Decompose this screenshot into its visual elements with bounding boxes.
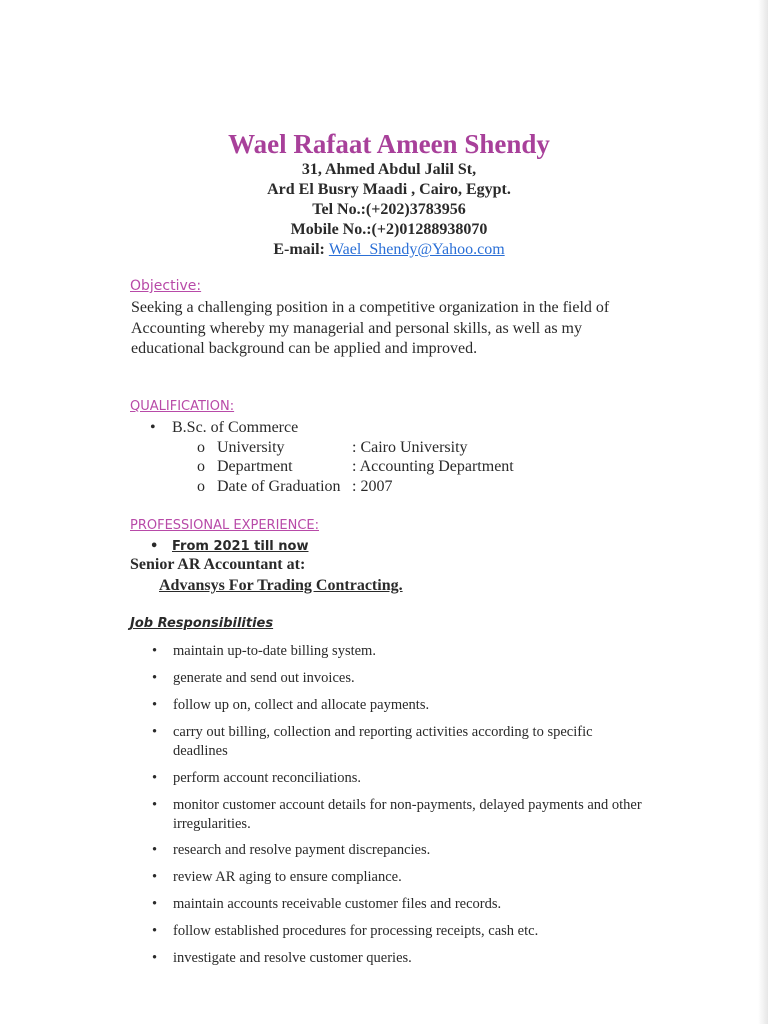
circle-bullet-icon: o xyxy=(197,458,205,475)
bullet-icon: • xyxy=(152,896,158,912)
address-line-2: Ard El Busry Maadi , Cairo, Egypt. xyxy=(267,181,511,198)
detail-label: University xyxy=(217,439,285,456)
responsibility-text: maintain accounts receivable customer files and records. xyxy=(173,896,502,912)
period-item xyxy=(150,539,308,554)
detail-value: : Accounting Department xyxy=(352,458,514,475)
responsibility-text: generate and send out invoices. xyxy=(173,670,355,686)
responsibility-text: perform account reconciliations. xyxy=(173,770,362,786)
bullet-icon: • xyxy=(152,797,158,813)
candidate-name: Wael Rafaat Ameen Shendy xyxy=(228,129,550,159)
responsibility-item xyxy=(152,841,642,860)
position-title: Senior AR Accountant at: xyxy=(130,556,306,573)
responsibility-item xyxy=(152,642,642,661)
responsibility-item xyxy=(152,922,642,941)
responsibility-item xyxy=(152,868,642,887)
experience-title: PROFESSIONAL EXPERIENCE: xyxy=(130,518,320,533)
email-label: E-mail: xyxy=(273,241,325,258)
responsibilities-title: Job Responsibilities xyxy=(130,616,274,631)
responsibility-item xyxy=(152,696,642,715)
objective-title: Objective: xyxy=(130,278,202,294)
bullet-icon: • xyxy=(152,950,158,966)
bullet-icon: • xyxy=(152,670,158,686)
circle-bullet-icon: o xyxy=(197,478,205,495)
responsibility-text: research and resolve payment discrepancies. xyxy=(173,842,431,858)
responsibility-item xyxy=(152,669,642,688)
email-link[interactable]: Wael_Shendy@Yahoo.com xyxy=(328,241,505,258)
bullet-icon: • xyxy=(152,770,158,786)
qualification-detail xyxy=(197,438,468,458)
objective-text: Seeking a challenging position in a competitive organization in the field of Accounting whereby my managerial and personal skills, as well as my educational background can be applied and improved. xyxy=(131,299,610,357)
bullet-icon: • xyxy=(152,923,158,939)
detail-value: : 2007 xyxy=(352,478,393,495)
responsibility-text: maintain up-to-date billing system. xyxy=(173,643,376,659)
bullet-icon: • xyxy=(150,539,159,554)
bullet-icon: • xyxy=(152,643,158,659)
responsibility-text: review AR aging to ensure compliance. xyxy=(173,869,402,885)
bullet-icon: • xyxy=(152,724,158,740)
qualification-title: QUALIFICATION: xyxy=(130,399,235,414)
address-line-1: 31, Ahmed Abdul Jalil St, xyxy=(301,161,477,178)
bullet-icon: • xyxy=(152,697,158,713)
degree-text: B.Sc. of Commerce xyxy=(172,419,299,436)
company-name: Advansys For Trading Contracting. xyxy=(159,577,403,594)
responsibility-text: follow up on, collect and allocate payments. xyxy=(173,697,430,713)
contact-header xyxy=(0,128,768,260)
bullet-icon: • xyxy=(152,842,158,858)
mobile: Mobile No.:(+2)01288938070 xyxy=(290,221,488,238)
responsibility-item xyxy=(152,796,642,834)
telephone: Tel No.:(+202)3783956 xyxy=(312,201,466,218)
qualification-detail xyxy=(197,457,514,477)
period-text: From 2021 till now xyxy=(172,539,309,554)
responsibility-text: follow established procedures for processing receipts, cash etc. xyxy=(173,923,539,939)
detail-value: : Cairo University xyxy=(352,439,468,456)
responsibility-text: monitor customer account details for non-payments, delayed payments and other irregularities. xyxy=(173,797,642,832)
qualification-detail xyxy=(197,477,392,497)
responsibility-item xyxy=(152,895,642,914)
degree-item xyxy=(150,418,298,438)
bullet-icon: • xyxy=(152,869,158,885)
circle-bullet-icon: o xyxy=(197,439,205,456)
responsibility-item xyxy=(152,769,642,788)
responsibility-text: carry out billing, collection and reporting activities according to specific deadlines xyxy=(173,724,593,759)
detail-label: Department xyxy=(217,458,293,475)
responsibility-text: investigate and resolve customer queries. xyxy=(173,950,412,966)
email-line xyxy=(10,240,768,260)
responsibility-item xyxy=(152,949,642,968)
bullet-icon: • xyxy=(150,419,156,436)
responsibility-item xyxy=(152,723,642,761)
detail-label: Date of Graduation xyxy=(217,478,341,495)
